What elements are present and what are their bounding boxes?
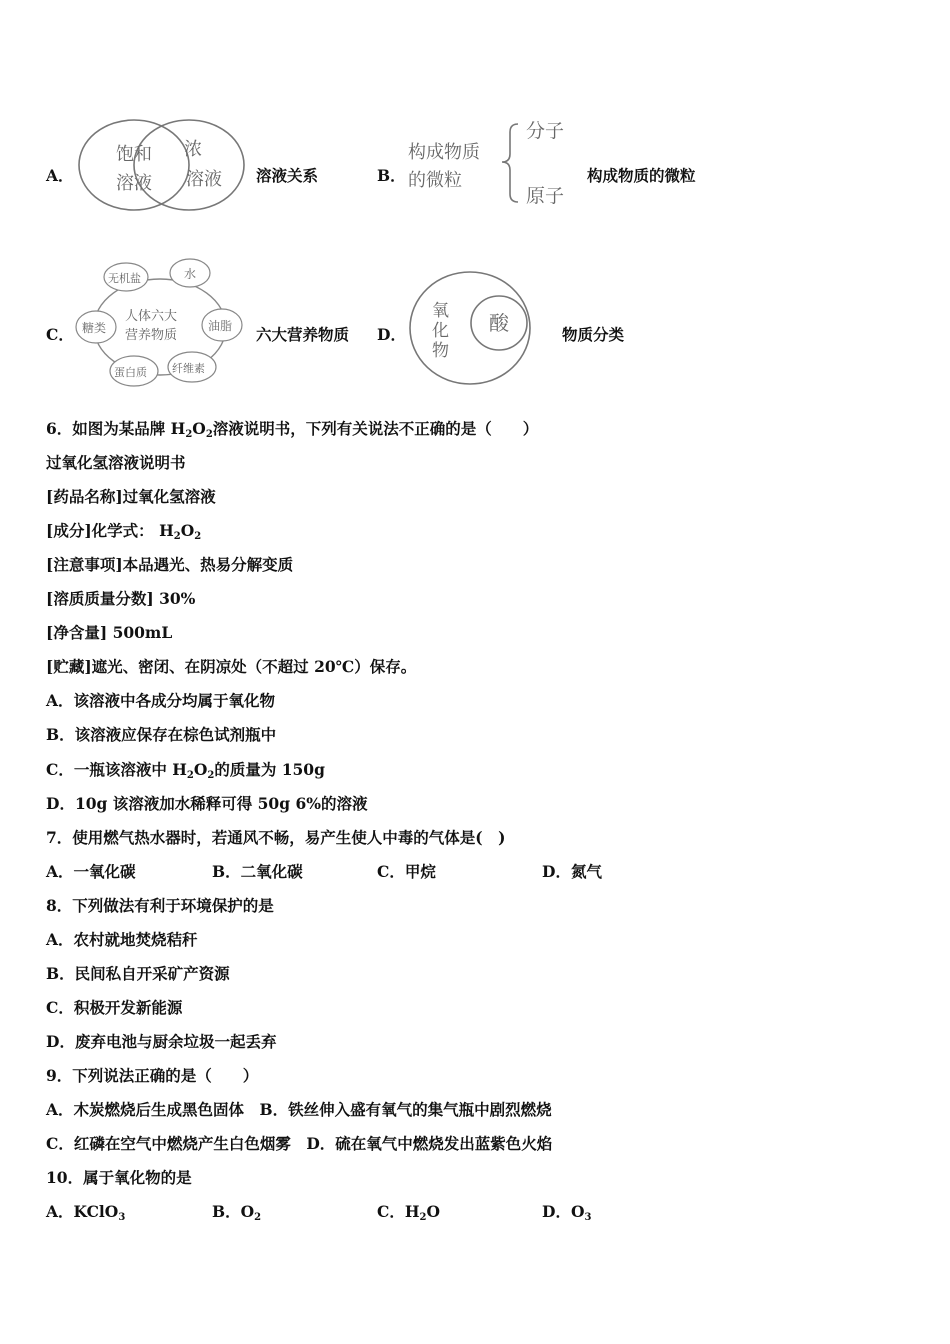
venn-left-line1: 饱和 bbox=[116, 144, 152, 165]
q9-options-row1: A．木炭燃烧后生成黑色固体 B．铁丝伸入盛有氧气的集气瓶中剧烈燃烧 bbox=[46, 1100, 552, 1119]
figure-d-label: D． bbox=[377, 325, 406, 344]
q6-caution: [注意事项]本品遇光、热易分解变质 bbox=[46, 555, 294, 574]
q6-option-d: D．10g 该溶液加水稀释可得 50g 6%的溶液 bbox=[46, 794, 368, 813]
venn-right-line2: 溶液 bbox=[186, 169, 222, 190]
q7-option-d: D．氮气 bbox=[542, 862, 602, 881]
q8-option-a: A．农村就地焚烧秸秆 bbox=[46, 930, 198, 949]
q8-option-d: D．废弃电池与厨余垃圾一起丢弃 bbox=[46, 1032, 277, 1051]
q9-stem: 9．下列说法正确的是（ ） bbox=[46, 1066, 259, 1085]
q6-storage: [贮藏]遮光、密闭、在阴凉处（不超过 20℃）保存。 bbox=[46, 657, 417, 676]
q6-drug-name: [药品名称]过氧化氢溶液 bbox=[46, 487, 216, 506]
q6-option-b: B．该溶液应保存在棕色试剂瓶中 bbox=[46, 725, 277, 744]
venn-right-line1: 浓 bbox=[184, 139, 202, 160]
acid-label: 酸 bbox=[489, 311, 509, 335]
particle-branch-molecule: 分子 bbox=[526, 120, 565, 142]
q10-stem: 10．属于氧化物的是 bbox=[46, 1168, 192, 1187]
q6-mass-fraction: [溶质质量分数] 30% bbox=[46, 589, 196, 608]
solution-venn-diagram bbox=[76, 115, 251, 217]
q7-stem: 7．使用燃气热水器时，若通风不畅，易产生使人中毒的气体是( ) bbox=[46, 828, 506, 847]
q6-option-c: C．一瓶该溶液中 $H_2O_2$的质量为 150g bbox=[46, 760, 325, 781]
figure-b-label: B． bbox=[377, 166, 406, 185]
q8-option-b: B．民间私自开采矿产资源 bbox=[46, 964, 230, 983]
particle-tree-diagram bbox=[400, 112, 585, 212]
q10-option-a: A．KClO$_3$ bbox=[46, 1202, 126, 1223]
venn-left-line2: 溶液 bbox=[116, 173, 152, 194]
oxide-char3: 物 bbox=[432, 341, 449, 361]
q6-formula: [成分]化学式： $H_2O_2$ bbox=[46, 521, 202, 542]
q6-stem: 6．如图为某品牌 $H_2O_2$溶液说明书，下列有关说法不正确的是（ ） bbox=[46, 419, 539, 440]
q8-stem: 8．下列做法有利于环境保护的是 bbox=[46, 896, 274, 915]
nutrient-center-line2: 营养物质 bbox=[125, 328, 178, 343]
node-protein-label: 蛋白质 bbox=[114, 366, 147, 379]
figure-a-label: A． bbox=[46, 166, 74, 185]
figure-c-caption: 六大营养物质 bbox=[256, 325, 350, 344]
q10-option-b: B．$O_2$ bbox=[212, 1202, 262, 1223]
q6-leaflet-title: 过氧化氢溶液说明书 bbox=[46, 453, 186, 472]
q10-option-c: C．$H_2O$ bbox=[377, 1202, 440, 1223]
particle-branch-atom: 原子 bbox=[526, 185, 565, 207]
brace-shape bbox=[502, 124, 518, 202]
oxide-char2: 化 bbox=[432, 321, 449, 341]
q8-option-c: C．积极开发新能源 bbox=[46, 998, 183, 1017]
nutrient-center-line1: 人体六大 bbox=[125, 309, 178, 324]
q7-option-b: B．二氧化碳 bbox=[212, 862, 303, 881]
figure-c-label: C． bbox=[46, 325, 74, 344]
oxide-circle bbox=[410, 272, 530, 384]
particle-root-line1: 构成物质 bbox=[408, 142, 480, 163]
classification-diagram bbox=[404, 268, 539, 390]
particle-root-line2: 的微粒 bbox=[408, 170, 462, 191]
node-water-label: 水 bbox=[184, 267, 197, 281]
node-inorganic-salt-label: 无机盐 bbox=[108, 272, 141, 285]
q9-options-row2: C．红磷在空气中燃烧产生白色烟雾 D．硫在氧气中燃烧发出蓝紫色火焰 bbox=[46, 1134, 553, 1153]
figure-b-caption: 构成物质的微粒 bbox=[587, 166, 696, 185]
oxide-char1: 氧 bbox=[432, 301, 449, 321]
node-sugar-label: 糖类 bbox=[82, 321, 107, 335]
figure-a-caption: 溶液关系 bbox=[256, 166, 319, 185]
q6-option-a: A．该溶液中各成分均属于氧化物 bbox=[46, 691, 276, 710]
q10-option-d: D．$O_3$ bbox=[542, 1202, 592, 1223]
node-fat-label: 油脂 bbox=[208, 319, 233, 333]
q7-option-a: A．一氧化碳 bbox=[46, 862, 136, 881]
q6-net-volume: [净含量] 500mL bbox=[46, 623, 173, 642]
nutrient-cycle-diagram bbox=[70, 255, 250, 395]
q7-option-c: C．甲烷 bbox=[377, 862, 436, 881]
node-fiber-label: 纤维素 bbox=[172, 362, 205, 375]
figure-d-caption: 物质分类 bbox=[562, 325, 625, 344]
